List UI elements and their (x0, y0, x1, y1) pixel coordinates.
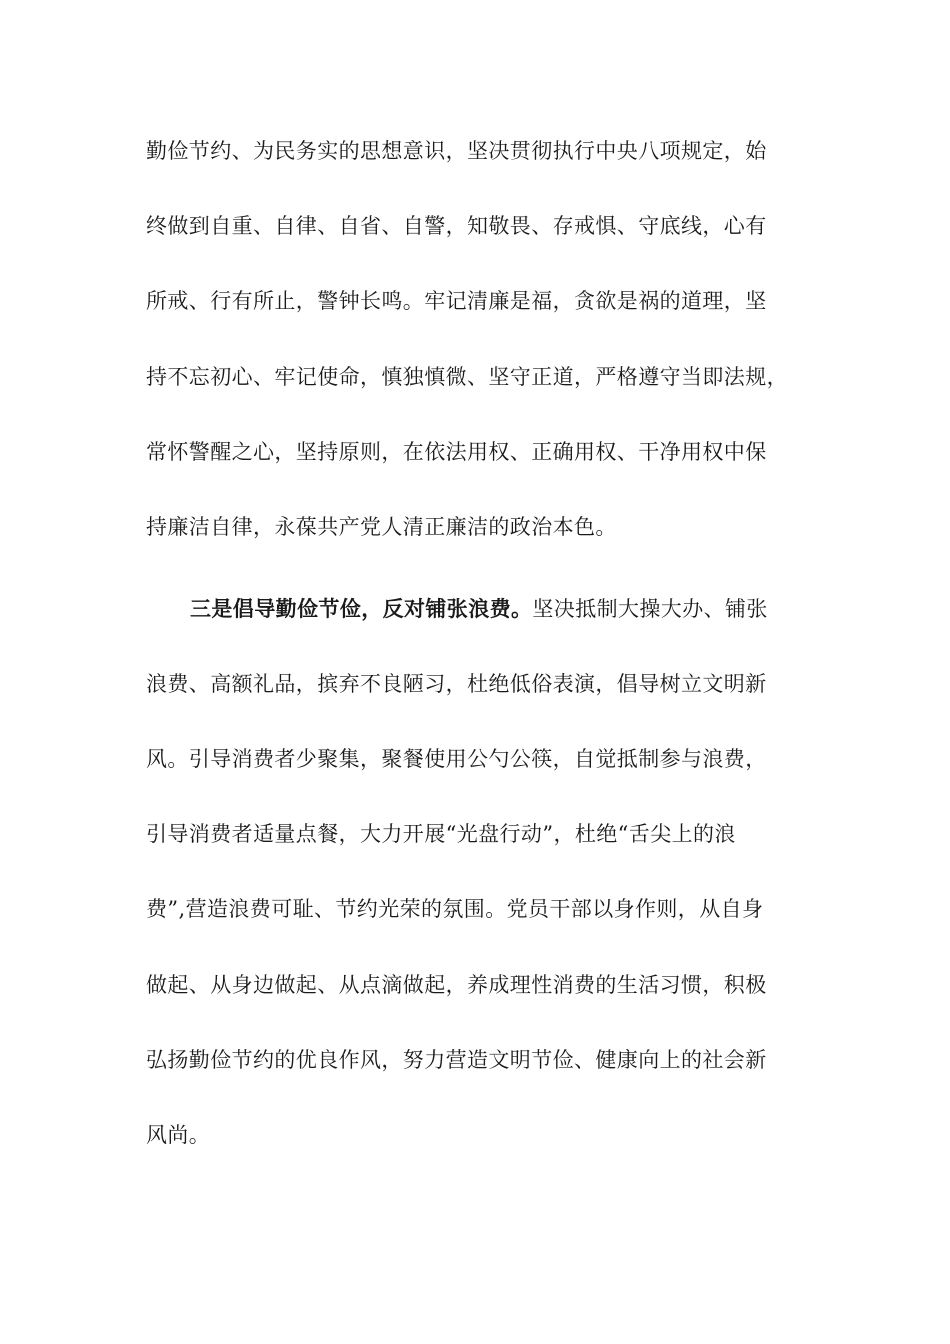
text-line: 弘扬勤俭节约的优良作风，努力营造文明节俭、健康向上的社会新 (146, 1048, 767, 1072)
text-line: 引导消费者适量点餐，大力开展“光盘行动”，杜绝“舌尖上的浪 (146, 822, 736, 846)
text-line: 持廉洁自律，永葆共产党人清正廉洁的政治本色。 (146, 515, 617, 539)
first-line-text: 坚决抵制大操大办、铺张 (532, 597, 768, 621)
paragraph-heading: 三是倡导勤俭节俭，反对铺张浪费。 (190, 596, 533, 621)
text-line: 风。引导消费者少聚集，聚餐使用公勺公筷，自觉抵制参与浪费， (146, 747, 767, 771)
text-line: 做起、从身边做起、从点滴做起，养成理性消费的生活习惯，积极 (146, 973, 767, 997)
text-line: 浪费、高额礼品，摈弃不良陋习，杜绝低俗表演，倡导树立文明新 (146, 672, 767, 696)
text-line: 常怀警醒之心，坚持原则，在依法用权、正确用权、干净用权中保 (146, 440, 767, 464)
text-line-first (190, 594, 806, 624)
text-line: 勤俭节约、为民务实的思想意识，坚决贯彻执行中央八项规定，始 (146, 139, 767, 163)
text-line: 费”,营造浪费可耻、节约光荣的氛围。党员干部以身作则，从自身 (146, 897, 764, 921)
text-line: 持不忘初心、牢记使命，慎独慎微、坚守正道，严格遵守当即法规， (146, 365, 788, 389)
text-line: 风尚。 (146, 1123, 211, 1147)
text-line: 所戒、行有所止，警钟长鸣。牢记清廉是福，贪欲是祸的道理，坚 (146, 289, 767, 313)
text-line: 终做到自重、自律、自省、自警，知敬畏、存戒惧、守底线，心有 (146, 214, 767, 238)
